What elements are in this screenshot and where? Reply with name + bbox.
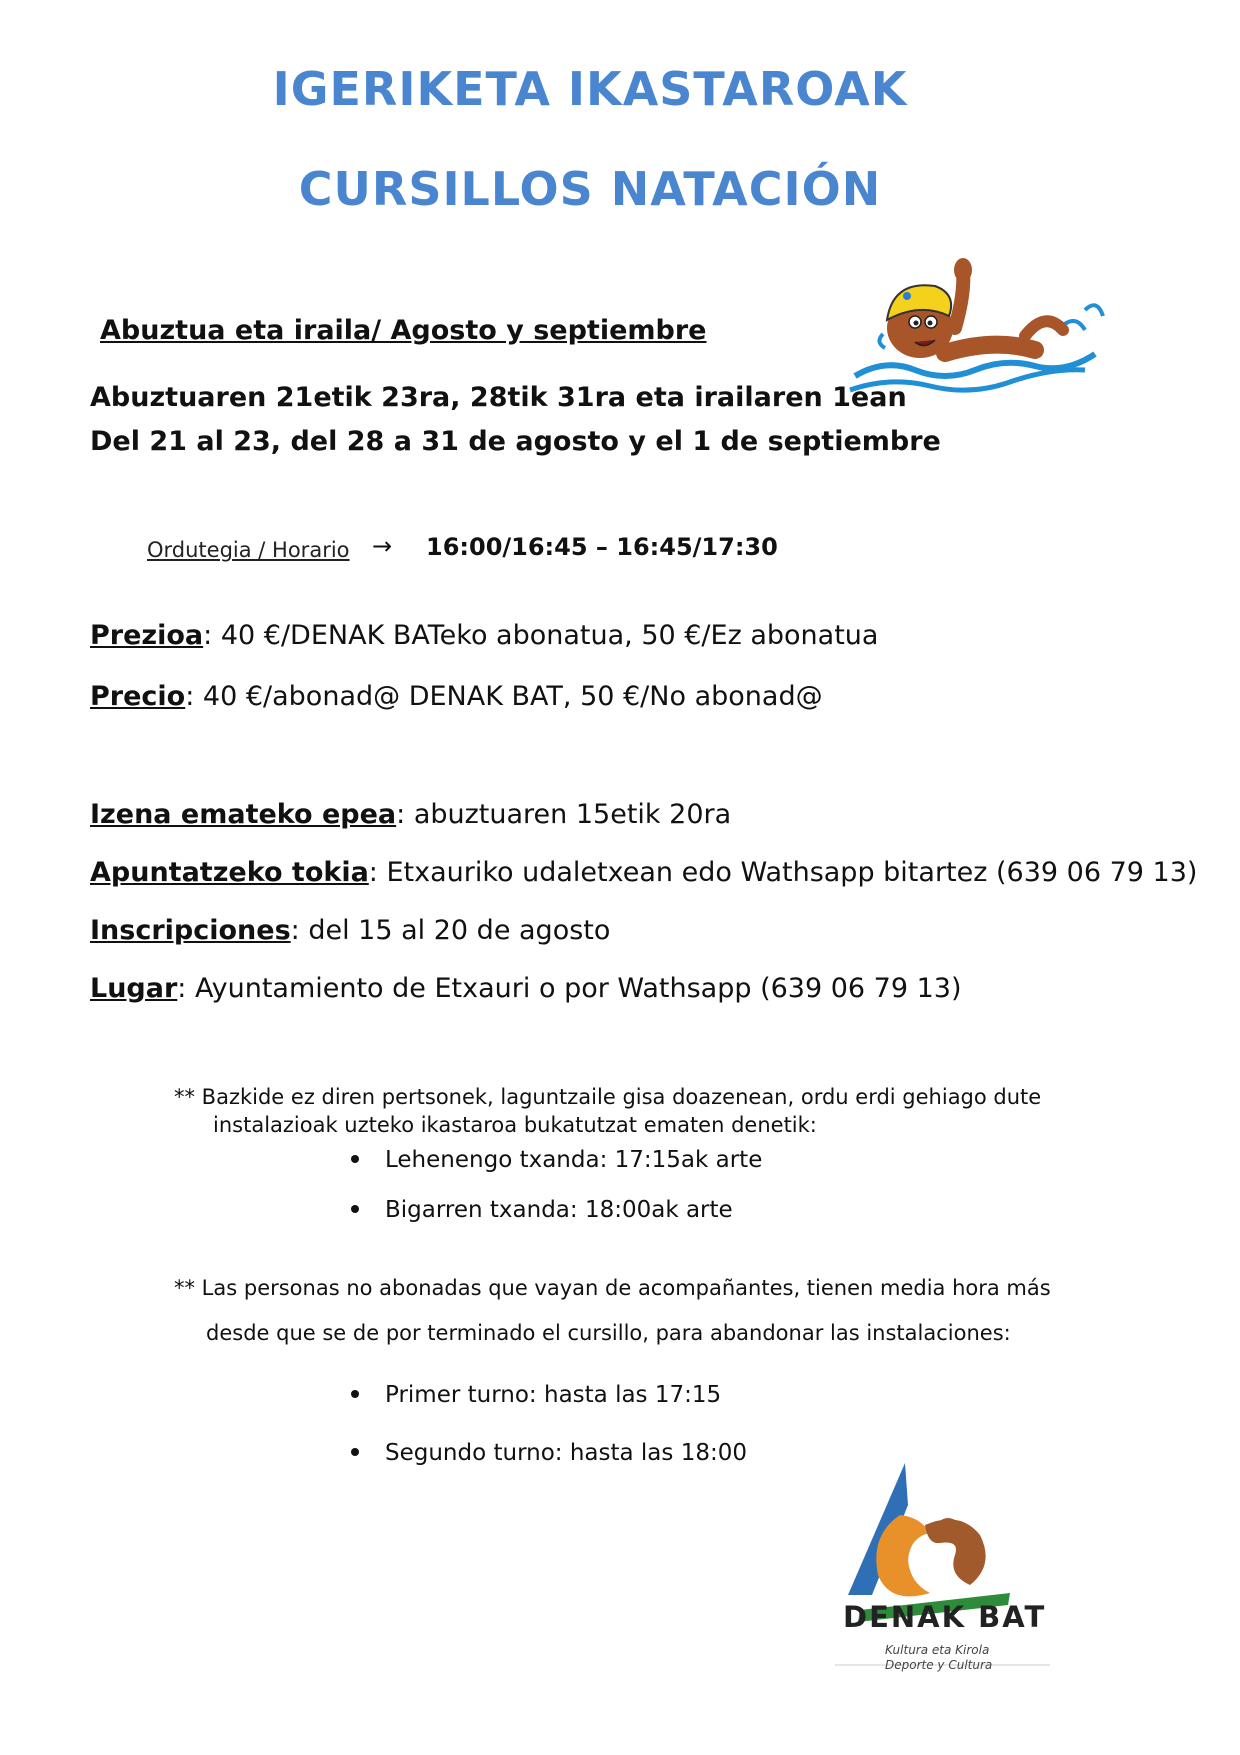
place-spanish-value: : Ayuntamiento de Etxauri o por Wathsapp (639 06 79 13) <box>177 973 962 1004</box>
place-basque-value: : Etxauriko udaletxean edo Wathsapp bitartez (639 06 79 13) <box>368 857 1198 888</box>
note-spanish-line1: ** Las personas no abonadas que vayan de acompañantes, tienen media hora más <box>174 1276 1051 1300</box>
note-basque-line2: instalazioak uzteko ikastaroa bukatutzat ematen denetik: <box>213 1113 817 1137</box>
signup-basque-key: Izena emateko epea <box>90 799 397 830</box>
list-item: Primer turno: hasta las 17:15 <box>351 1382 721 1408</box>
price-spanish-value: : 40 €/abonad@ DENAK BAT, 50 €/No abonad@ <box>185 681 823 712</box>
arrow-right-icon: → <box>372 532 393 560</box>
list-item: Lehenengo txanda: 17:15ak arte <box>351 1147 762 1173</box>
title-spanish: CURSILLOS NATACIÓN <box>298 162 882 216</box>
price-spanish <box>90 681 823 712</box>
signup-basque-value: : abuztuaren 15etik 20ra <box>396 799 732 830</box>
logo-subtitle: Kultura eta Kirola Deporte y Cultura <box>885 1643 993 1672</box>
signup-spanish-value: : del 15 al 20 de agosto <box>290 915 611 946</box>
price-spanish-key: Precio <box>90 681 186 712</box>
place-spanish <box>90 973 962 1004</box>
signup-spanish-key: Inscripciones <box>90 915 291 946</box>
place-basque-key: Apuntatzeko tokia <box>90 857 369 888</box>
signup-basque <box>90 799 731 830</box>
list-item: Segundo turno: hasta las 18:00 <box>351 1440 747 1466</box>
dates-spanish: Del 21 al 23, del 28 a 31 de agosto y el 1 de septiembre <box>90 426 941 457</box>
place-basque <box>90 857 1197 888</box>
place-spanish-key: Lugar <box>90 973 178 1004</box>
title-basque: IGERIKETA IKASTAROAK <box>272 62 908 116</box>
logo-name: DENAK BAT <box>843 1600 1047 1634</box>
signup-spanish <box>90 915 610 946</box>
note-basque-line1: ** Bazkide ez diren pertsonek, laguntzaile gisa doazenean, ordu erdi gehiago dute <box>174 1085 1042 1109</box>
period-heading: Abuztua eta iraila/ Agosto y septiembre <box>100 315 707 346</box>
schedule-label: Ordutegia / Horario <box>147 538 350 562</box>
price-basque <box>90 620 878 651</box>
price-basque-value: : 40 €/DENAK BATeko abonatua, 50 €/Ez abonatua <box>203 620 879 651</box>
dates-basque: Abuztuaren 21etik 23ra, 28tik 31ra eta irailaren 1ean <box>90 382 907 413</box>
schedule-hours: 16:00/16:45 – 16:45/17:30 <box>426 533 778 561</box>
list-item: Bigarren txanda: 18:00ak arte <box>351 1197 733 1223</box>
price-basque-key: Prezioa <box>90 620 204 651</box>
note-spanish-line2: desde que se de por terminado el cursillo, para abandonar las instalaciones: <box>206 1321 1011 1345</box>
